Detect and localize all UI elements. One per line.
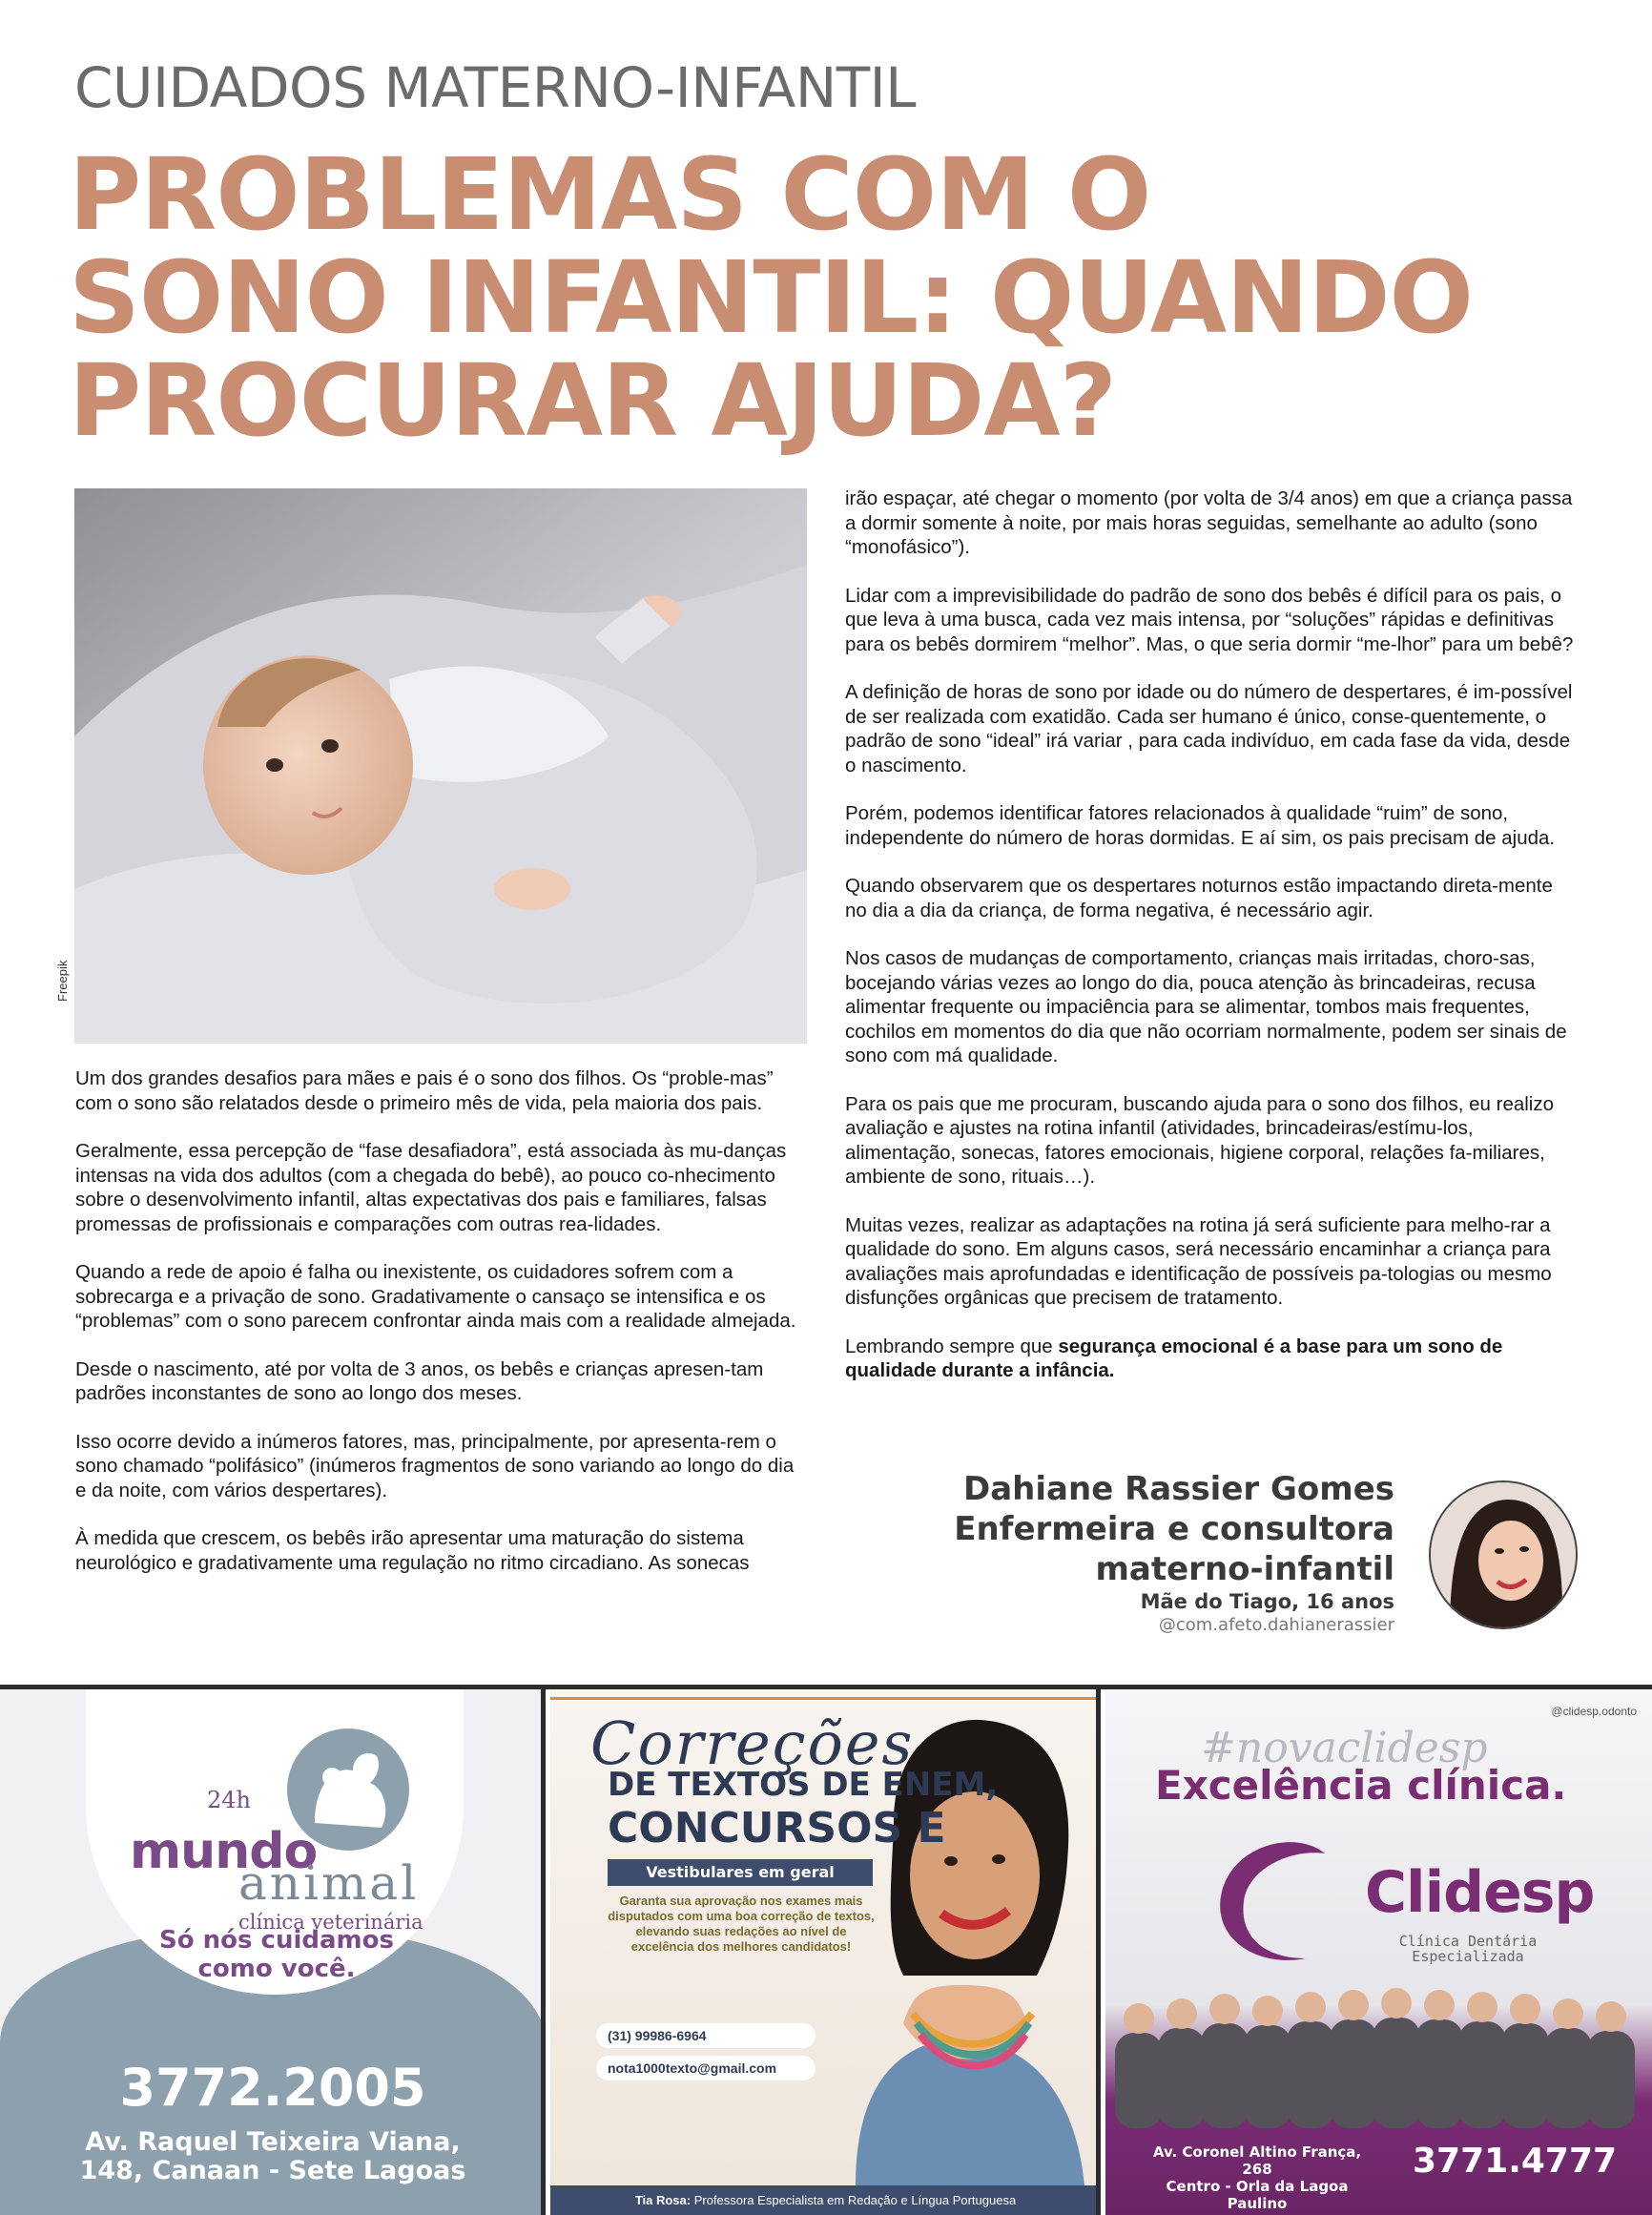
photo-credit: Freepik bbox=[55, 960, 70, 1002]
ad-hours: 24h bbox=[207, 1787, 251, 1813]
ad-brand: Clidesp bbox=[1365, 1859, 1595, 1926]
ad-hashtag: #novaclidesp bbox=[1201, 1724, 1488, 1772]
paragraph: A definição de horas de sono por idade ou do número de despertares, é im-possível de ser realizada com exatidão. Cada ser humano é único, conse-quentemente, o padrão de sono “ideal” irá variar , para cada indivíduo, em cada fase da vida, desde o nascimento. bbox=[845, 681, 1573, 776]
author-note: Mãe do Tiago, 16 anos bbox=[1140, 1590, 1394, 1613]
ad-mundo-animal[interactable] bbox=[0, 1689, 546, 2215]
paragraph: Desde o nascimento, até por volta de 3 anos, os bebês e crianças apresen-tam padrões inconstantes de sono ao longo dos meses. bbox=[75, 1357, 764, 1404]
ad-orange-line bbox=[550, 1697, 1101, 1700]
paragraph: Geralmente, essa percepção de “fase desafiadora”, está associada às mu-danças intensas na vida dos adultos (com a chegada do bebê), ao pouco co-nhecimento sobre o desenvolvimento infantil, altas expectativas dos pais e familiares, falsas promessas de profissionais e comparações com outras rea-lidades. bbox=[75, 1140, 787, 1235]
ad-clidesp[interactable] bbox=[1105, 1689, 1652, 2215]
ad-subtitle: clínica veterinária bbox=[238, 1911, 423, 1934]
article-right-column bbox=[845, 486, 1578, 1407]
ad-footer-name: Tia Rosa: bbox=[634, 2193, 692, 2207]
team-photo bbox=[1105, 1976, 1652, 2128]
ad-brand-sub: Clínica Dentária Especializada bbox=[1398, 1933, 1538, 1965]
ad-social-handle[interactable]: @clidesp.odonto bbox=[1551, 1705, 1637, 1718]
ad-correcoes[interactable] bbox=[550, 1689, 1101, 2215]
ad-line2: CONCURSOS E bbox=[608, 1804, 946, 1853]
headline-line-3: PROCURAR AJUDA? bbox=[69, 342, 1117, 459]
headline bbox=[69, 136, 1595, 459]
ad-address bbox=[0, 2128, 546, 2185]
ad-brand-word1: mundo bbox=[130, 1823, 318, 1880]
ad-brand-word2: animal bbox=[238, 1855, 420, 1911]
clidesp-logo-icon bbox=[1210, 1834, 1363, 1968]
ad-address-line1: Av. Raquel Teixeira Viana, bbox=[85, 2127, 461, 2157]
ad-line1: DE TEXTOS DE ENEM, bbox=[608, 1766, 999, 1804]
author-photo bbox=[1429, 1480, 1578, 1629]
paragraph: Quando a rede de apoio é falha ou inexistente, os cuidadores sofrem com a sobrecarga e a privação de sono. Gradativamente o cansaço se intensifica e os “problemas” com o sono parecem confrontar ainda mais com a realidade almejada. bbox=[75, 1261, 796, 1332]
paragraph: Um dos grandes desafios para mães e pais é o sono dos filhos. Os “proble-mas” com o sono são relatados desde o primeiro mês de vida, pela maioria dos pais. bbox=[75, 1067, 774, 1114]
ad-title: Excelência clínica. bbox=[1155, 1762, 1567, 1809]
author-role-1: Enfermeira e consultora bbox=[954, 1510, 1394, 1548]
paragraph: Lidar com a imprevisibilidade do padrão de sono dos bebês é difícil para os pais, o que leva à uma busca, cada vez mais intensa, por “soluções” rápidas e definitivas para os bebês dormirem “melhor”. Mas, o que seria dormir “me-lhor” para um bebê? bbox=[845, 584, 1574, 655]
author-block bbox=[954, 1469, 1394, 1637]
ad-address bbox=[1147, 2143, 1367, 2212]
ad-footer bbox=[550, 2185, 1101, 2215]
paragraph: Quando observarem que os despertares noturnos estão impactando direta-mente no dia a dia da criança, de forma negativa, é necessário agir. bbox=[845, 875, 1553, 921]
paragraph: À medida que crescem, os bebês irão apresentar uma maturação do sistema neurológico e gradativamente uma regulação no ritmo circadiano. As sonecas bbox=[75, 1527, 750, 1574]
ad-footer-desc: Professora Especialista em Redação e Língua Portuguesa bbox=[691, 2193, 1017, 2207]
paragraph: Porém, podemos identificar fatores relacionados à qualidade “ruim” de sono, independente do número de horas dormidas. E aí sim, os pais precisam de ajuda. bbox=[845, 802, 1556, 849]
author-role-2: materno-infantil bbox=[1095, 1550, 1394, 1588]
ad-address-line1: Av. Coronel Altino França, 268 bbox=[1152, 2143, 1362, 2178]
ad-bar: Vestibulares em geral bbox=[608, 1859, 873, 1886]
paragraph: Para os pais que me procuram, buscando ajuda para o sono dos filhos, eu realizo avaliação e ajustes na rotina infantil (atividades, brincadeiras/estímu-los, alimentação, sonecas, fatores emocionais, higiene corporal, relações fa-miliares, ambiente de sono, rituais…). bbox=[845, 1092, 1555, 1188]
ad-phone-pill[interactable]: (31) 99986-6964 bbox=[596, 2023, 816, 2048]
closing-prefix: Lembrando sempre que bbox=[845, 1335, 1059, 1357]
section-label: CUIDADOS MATERNO-INFANTIL bbox=[74, 55, 917, 120]
closing-bold: segurança emocional é a base para um sono de qualidade durante a infância. bbox=[845, 1335, 1503, 1381]
article-photo bbox=[74, 488, 807, 1044]
headline-line-1: PROBLEMAS COM O bbox=[69, 136, 1151, 253]
paragraph: Muitas vezes, realizar as adaptações na rotina já será suficiente para melho-rar a qualidade do sono. Em alguns casos, será necessário encaminhar a criança para avaliações mais aprofundadas e identificação de possíveis pa-tologias ou mesmo disfunções orgânicas que precisem de tratamento. bbox=[845, 1213, 1552, 1309]
ad-script-title: Correções bbox=[590, 1708, 915, 1778]
paragraph: Nos casos de mudanças de comportamento, crianças mais irritadas, choro-sas, bocejando várias vezes ao longo do dia, pouca atenção às brincadeiras, recusa alimentar frequente ou impaciência para se alimentar, tombos mais frequentes, cochilos em momentos do dia que não ocorriam normalmente, podem ser sinais de sono com má qualidade. bbox=[845, 947, 1567, 1066]
ad-address-line2: 148, Canaan - Sete Lagoas bbox=[79, 2156, 466, 2185]
author-name: Dahiane Rassier Gomes bbox=[963, 1470, 1394, 1508]
ad-email-pill[interactable]: nota1000texto@gmail.com bbox=[596, 2056, 816, 2080]
closing-paragraph bbox=[845, 1335, 1578, 1383]
article-left-column bbox=[75, 1066, 806, 1599]
ad-blurb: Garanta sua aprovação nos exames mais disputados com uma boa correção de textos, elevando suas redações ao nível de excelência dos melhores candidatos! bbox=[608, 1894, 875, 1954]
paragraph: irão espaçar, até chegar o momento (por volta de 3/4 anos) em que a criança passa a dormir somente à noite, por mais horas seguidas, semelhante ao adulto (sono “monofásico”). bbox=[845, 487, 1573, 558]
headline-line-2: SONO INFANTIL: QUANDO bbox=[69, 239, 1473, 356]
ad-address-line2: Centro - Orla da Lagoa Paulino bbox=[1166, 2178, 1349, 2212]
paragraph: Isso ocorre devido a inúmeros fatores, mas, principalmente, por apresenta-rem o sono chamado “polifásico” (inúmeros fragmentos de sono variando ao longo do dia e da noite, com vários despertares). bbox=[75, 1430, 795, 1501]
ad-phone: 3772.2005 bbox=[119, 2058, 426, 2118]
ad-slogan: Só nós cuidamos como você. bbox=[159, 1926, 394, 1983]
ad-phone: 3771.4777 bbox=[1413, 2142, 1618, 2181]
author-handle: @com.afeto.dahianerassier bbox=[1158, 1615, 1394, 1635]
